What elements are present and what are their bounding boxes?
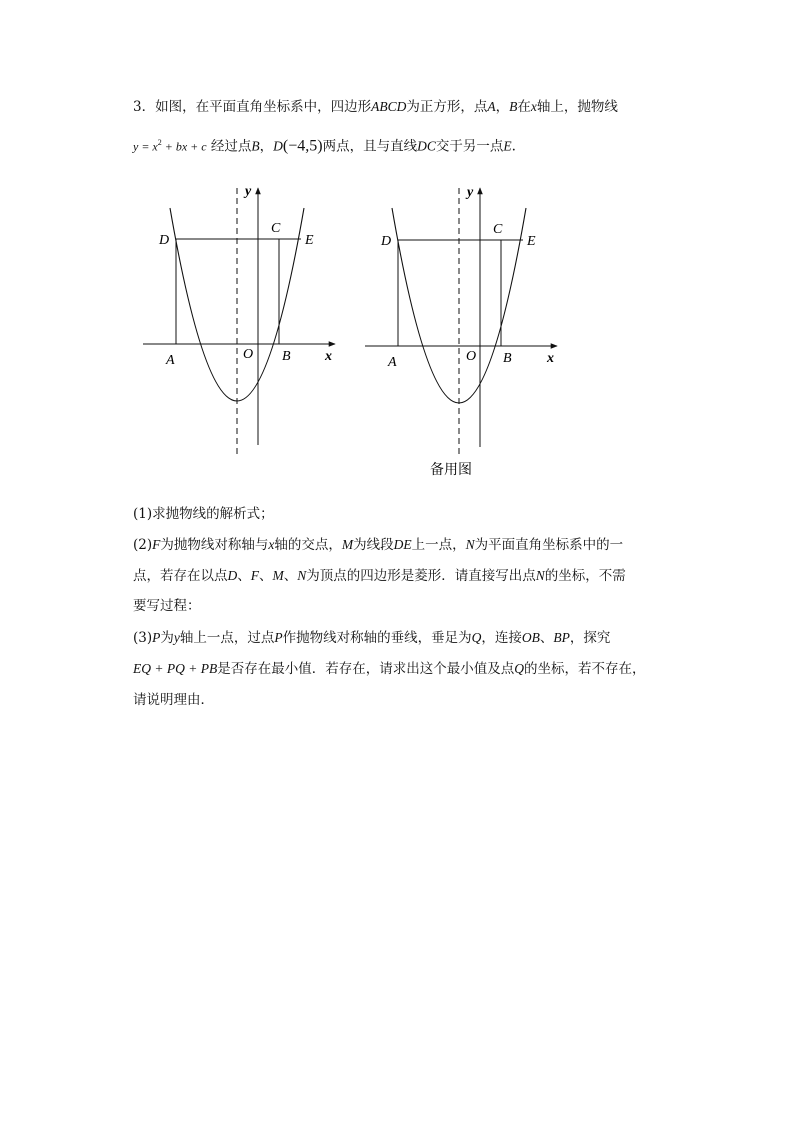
point-B: B bbox=[509, 99, 518, 114]
text: 交于另一点 bbox=[435, 138, 504, 155]
point-M: M bbox=[272, 568, 284, 583]
point-P: P bbox=[274, 630, 283, 645]
question-3-line-1 bbox=[133, 628, 610, 648]
text: ， bbox=[259, 138, 274, 155]
point-E: E bbox=[503, 138, 512, 154]
label-C: C bbox=[271, 221, 281, 236]
text: 为平面直角坐标系中的一 bbox=[474, 537, 624, 553]
point-Q: Q bbox=[514, 661, 524, 676]
expression: EQ + PQ + PB bbox=[133, 661, 218, 676]
point-D: D bbox=[273, 138, 283, 154]
text: 点，若存在以点 bbox=[133, 568, 228, 584]
text: 、 bbox=[283, 568, 298, 584]
label-y: y bbox=[245, 184, 252, 199]
problem-number: 3． bbox=[133, 99, 156, 115]
text: 是否存在最小值．若存在，请求出这个最小值及点 bbox=[217, 661, 515, 677]
point-D: D bbox=[227, 568, 238, 583]
y-var: y bbox=[173, 630, 180, 645]
quad-name: ABCD bbox=[371, 99, 407, 114]
text: 为顶点的四边形是菱形．请直接写出点 bbox=[306, 568, 536, 584]
label-x: x bbox=[325, 349, 332, 364]
label-A: A bbox=[166, 353, 175, 368]
text: 轴上一点，过点 bbox=[179, 630, 275, 646]
segment-BP: BP bbox=[553, 630, 570, 645]
figure-main bbox=[143, 184, 335, 455]
text: 的坐标，不需 bbox=[544, 568, 626, 584]
question-2-line-2 bbox=[133, 566, 626, 586]
figures bbox=[0, 170, 794, 500]
text: 在 bbox=[517, 99, 531, 115]
backup-figure-caption: 备用图 bbox=[430, 462, 472, 478]
label-A: A bbox=[388, 355, 397, 370]
question-1 bbox=[133, 504, 274, 524]
text: ，连接 bbox=[481, 630, 522, 646]
label-O: O bbox=[243, 347, 254, 362]
segment-DE: DE bbox=[393, 537, 412, 552]
text: 、 bbox=[259, 568, 273, 584]
point-N: N bbox=[465, 537, 475, 552]
point-N: N bbox=[297, 568, 307, 583]
label-O: O bbox=[466, 349, 477, 364]
point-A: A bbox=[487, 99, 496, 114]
text: 轴上，抛物线 bbox=[536, 99, 618, 115]
text: 两点，且与直线 bbox=[322, 138, 418, 155]
text: (1)求抛物线的解析式； bbox=[133, 506, 274, 522]
label-C: C bbox=[493, 222, 503, 237]
text: 为抛物线对称轴与 bbox=[160, 537, 269, 553]
text: 轴的交点， bbox=[274, 537, 342, 553]
text: (2) bbox=[133, 537, 153, 553]
label-B: B bbox=[282, 349, 291, 364]
segment-OB: OB bbox=[521, 630, 540, 645]
point-Q: Q bbox=[471, 630, 482, 645]
point-F: F bbox=[250, 568, 259, 583]
point-P: P bbox=[152, 630, 161, 645]
equation-rest: + bx + c bbox=[161, 139, 207, 154]
point-B: B bbox=[251, 138, 260, 154]
question-2-line-3 bbox=[133, 596, 201, 616]
text: 为 bbox=[160, 630, 174, 646]
label-x: x bbox=[547, 351, 554, 366]
text: ，探究 bbox=[569, 630, 611, 646]
problem-line-1 bbox=[133, 97, 618, 117]
question-3-line-3 bbox=[133, 690, 214, 710]
text: 要写过程： bbox=[133, 598, 201, 614]
label-y: y bbox=[467, 185, 474, 200]
text: 如图，在平面直角坐标系中，四边形 bbox=[155, 99, 372, 115]
text: 上一点， bbox=[411, 537, 466, 553]
x-var: x bbox=[530, 99, 537, 114]
text: . bbox=[511, 138, 516, 155]
label-E: E bbox=[527, 234, 536, 249]
figure-backup bbox=[365, 185, 557, 478]
text: ， bbox=[495, 99, 510, 115]
text: 为线段 bbox=[353, 537, 394, 553]
problem-line-2 bbox=[133, 133, 516, 157]
point-F: F bbox=[152, 537, 161, 552]
text: 请说明理由． bbox=[133, 692, 214, 708]
label-E: E bbox=[305, 233, 314, 248]
line-DC: DC bbox=[417, 138, 436, 154]
label-B: B bbox=[503, 351, 512, 366]
point-N: N bbox=[535, 568, 545, 583]
label-D: D bbox=[381, 234, 392, 249]
equation-exponent: 2 bbox=[157, 138, 162, 147]
label-D: D bbox=[159, 233, 170, 248]
x-var: x bbox=[268, 537, 275, 552]
equation-lhs: y = x bbox=[133, 139, 158, 154]
text: (3) bbox=[133, 630, 153, 646]
text: 的坐标，若不存在， bbox=[523, 661, 646, 677]
text: 为正方形，点 bbox=[406, 99, 488, 115]
question-2-line-1 bbox=[133, 535, 623, 555]
text: 作抛物线对称轴的垂线，垂足为 bbox=[282, 630, 472, 646]
d-coordinates: (−4,5) bbox=[282, 137, 323, 155]
question-3-line-2 bbox=[133, 659, 645, 679]
text: 、 bbox=[539, 630, 554, 646]
text: 、 bbox=[237, 568, 251, 584]
point-M: M bbox=[341, 537, 354, 552]
text: 经过点 bbox=[210, 138, 252, 155]
